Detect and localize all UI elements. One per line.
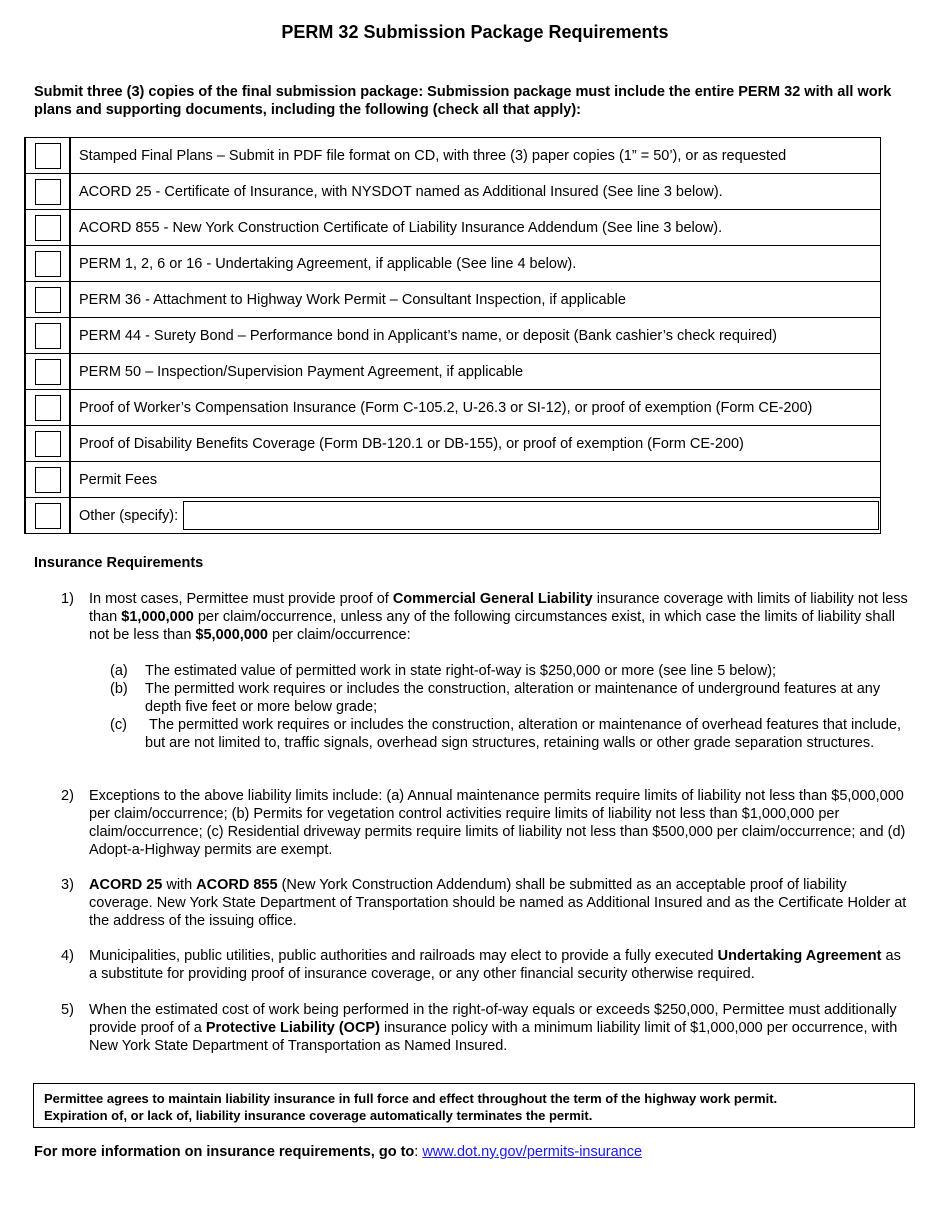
- checkbox-cell: [25, 246, 70, 282]
- checklist-row: [25, 318, 881, 354]
- checkbox-cell: [25, 318, 70, 354]
- checklist-row: [25, 462, 881, 498]
- insurance-item-5: 5) When the estimated cost of work being performed in the right-of-way equals or exceeds $250,000, Permittee must additionally provide proof of a Protective Liability (OCP) insurance policy with a minimum liability limit of $1,000,000 per occurrence, with New York State Department of Transportation as Named Insured.: [61, 1002, 898, 1054]
- notice-line-2: Expiration of, or lack of, liability insurance coverage automatically terminates the permit.: [44, 1108, 593, 1123]
- checklist-item-label: ACORD 855 - New York Construction Certificate of Liability Insurance Addendum (See line 3 below).: [70, 210, 881, 246]
- submission-checklist: [24, 137, 881, 534]
- checklist-row: [25, 282, 881, 318]
- insurance-item-3: 3) ACORD 25 with ACORD 855 (New York Construction Addendum) shall be submitted as an acceptable proof of liability coverage. New York State Department of Transportation should be named as Additional Insured and as the Certificate Holder at the address of the issuing office.: [61, 877, 907, 929]
- checkbox[interactable]: [35, 251, 61, 277]
- submission-instructions: Submit three (3) copies of the final submission package: Submission package must include the entire PERM 32 with all work plans and supporting documents, including the following (check all that apply):: [34, 84, 892, 118]
- checkbox-cell: [25, 462, 70, 498]
- checklist-item-label: PERM 50 – Inspection/Supervision Payment Agreement, if applicable: [70, 354, 881, 390]
- checklist-row: [25, 354, 881, 390]
- checklist-item-label: Permit Fees: [70, 462, 881, 498]
- checklist-item-label: PERM 1, 2, 6 or 16 - Undertaking Agreement, if applicable (See line 4 below).: [70, 246, 881, 282]
- checkbox[interactable]: [35, 287, 61, 313]
- notice-line-1: Permittee agrees to maintain liability insurance in full force and effect throughout the term of the highway work permit.: [44, 1091, 778, 1106]
- checklist-row: [25, 426, 881, 462]
- checkbox[interactable]: [35, 215, 61, 241]
- checkbox-cell: [25, 138, 70, 174]
- liability-notice-box: [33, 1083, 915, 1128]
- more-info-label: For more information on insurance requirements, go to: [34, 1144, 415, 1160]
- more-info-line: For more information on insurance requirements, go to: www.dot.ny.gov/permits-insurance: [34, 1144, 643, 1160]
- insurance-requirements-heading: Insurance Requirements: [34, 555, 204, 571]
- item-number: 1): [61, 591, 74, 607]
- checkbox[interactable]: [35, 323, 61, 349]
- checkbox[interactable]: [35, 395, 61, 421]
- checklist-row-other: [25, 498, 881, 534]
- checklist-item-label: Proof of Worker’s Compensation Insurance (Form C-105.2, U-26.3 or SI-12), or proof of exemption (Form CE-200): [70, 390, 881, 426]
- checklist-row: [25, 246, 881, 282]
- page-title: PERM 32 Submission Package Requirements: [281, 22, 669, 42]
- checklist-row: [25, 174, 881, 210]
- other-label: Other (specify):: [79, 507, 179, 524]
- other-specify-input[interactable]: [183, 501, 879, 530]
- checkbox-cell: [25, 390, 70, 426]
- checkbox-cell: [25, 354, 70, 390]
- insurance-item-1: [61, 590, 911, 644]
- checkbox-other[interactable]: [35, 503, 61, 529]
- insurance-subitem-b: (b) The permitted work requires or includes the construction, alteration or maintenance of underground features at any depth five feet or more below grade;: [110, 681, 881, 715]
- checklist-row: [25, 390, 881, 426]
- checklist-item-label: Proof of Disability Benefits Coverage (Form DB-120.1 or DB-155), or proof of exemption (Form CE-200): [70, 426, 881, 462]
- checklist-row: [25, 138, 881, 174]
- checklist-item-label: Stamped Final Plans – Submit in PDF file format on CD, with three (3) paper copies (1” = 50’), or as requested: [70, 138, 881, 174]
- checkbox[interactable]: [35, 359, 61, 385]
- insurance-item-4: 4) Municipalities, public utilities, public authorities and railroads may elect to provide a fully executed Undertaking Agreement as a substitute for providing proof of insurance coverage, or any other financial security otherwise required.: [61, 948, 901, 982]
- other-cell: [70, 498, 881, 534]
- checkbox-cell: [25, 282, 70, 318]
- insurance-subitem-a: (a) The estimated value of permitted work in state right-of-way is $250,000 or more (see line 5 below);: [110, 663, 777, 679]
- insurance-item-2: 2) Exceptions to the above liability limits include: (a) Annual maintenance permits require limits of liability not less than $5,000,000 per claim/occurrence; (b) Permits for vegetation control activities require limits of liability not less than $1,000,000 per claim/occurrence; (c) Residential driveway permits require limits of liability not less than $500,000 per claim/occurrence; and (d) Adopt-a-Highway permits are exempt.: [61, 788, 906, 858]
- item-text: In most cases, Permittee must provide proof of Commercial General Liability insurance coverage with limits of liability not less than $1,000,000 per claim/occurrence, unless any of the following circumstances exist, in which case the limits of liability shall not be less than $5,000,000 per claim/occurrence:: [89, 591, 908, 643]
- checklist-item-label: PERM 44 - Surety Bond – Performance bond in Applicant’s name, or deposit (Bank cashier’s check required): [70, 318, 881, 354]
- checklist-row: [25, 210, 881, 246]
- checkbox-cell: [25, 210, 70, 246]
- checkbox-cell: [25, 174, 70, 210]
- checkbox-cell: [25, 426, 70, 462]
- checklist-item-label: PERM 36 - Attachment to Highway Work Permit – Consultant Inspection, if applicable: [70, 282, 881, 318]
- checkbox[interactable]: [35, 431, 61, 457]
- checkbox[interactable]: [35, 467, 61, 493]
- permits-insurance-link[interactable]: www.dot.ny.gov/permits-insurance: [422, 1144, 643, 1160]
- insurance-subitem-c: (c) The permitted work requires or includes the construction, alteration or maintenance of overhead features that include, but are not limited to, traffic signals, overhead sign structures, retaining walls or other grade separation structures.: [110, 717, 906, 751]
- checkbox[interactable]: [35, 179, 61, 205]
- checkbox-cell: [25, 498, 70, 534]
- checkbox[interactable]: [35, 143, 61, 169]
- checklist-item-label: ACORD 25 - Certificate of Insurance, with NYSDOT named as Additional Insured (See line 3 below).: [70, 174, 881, 210]
